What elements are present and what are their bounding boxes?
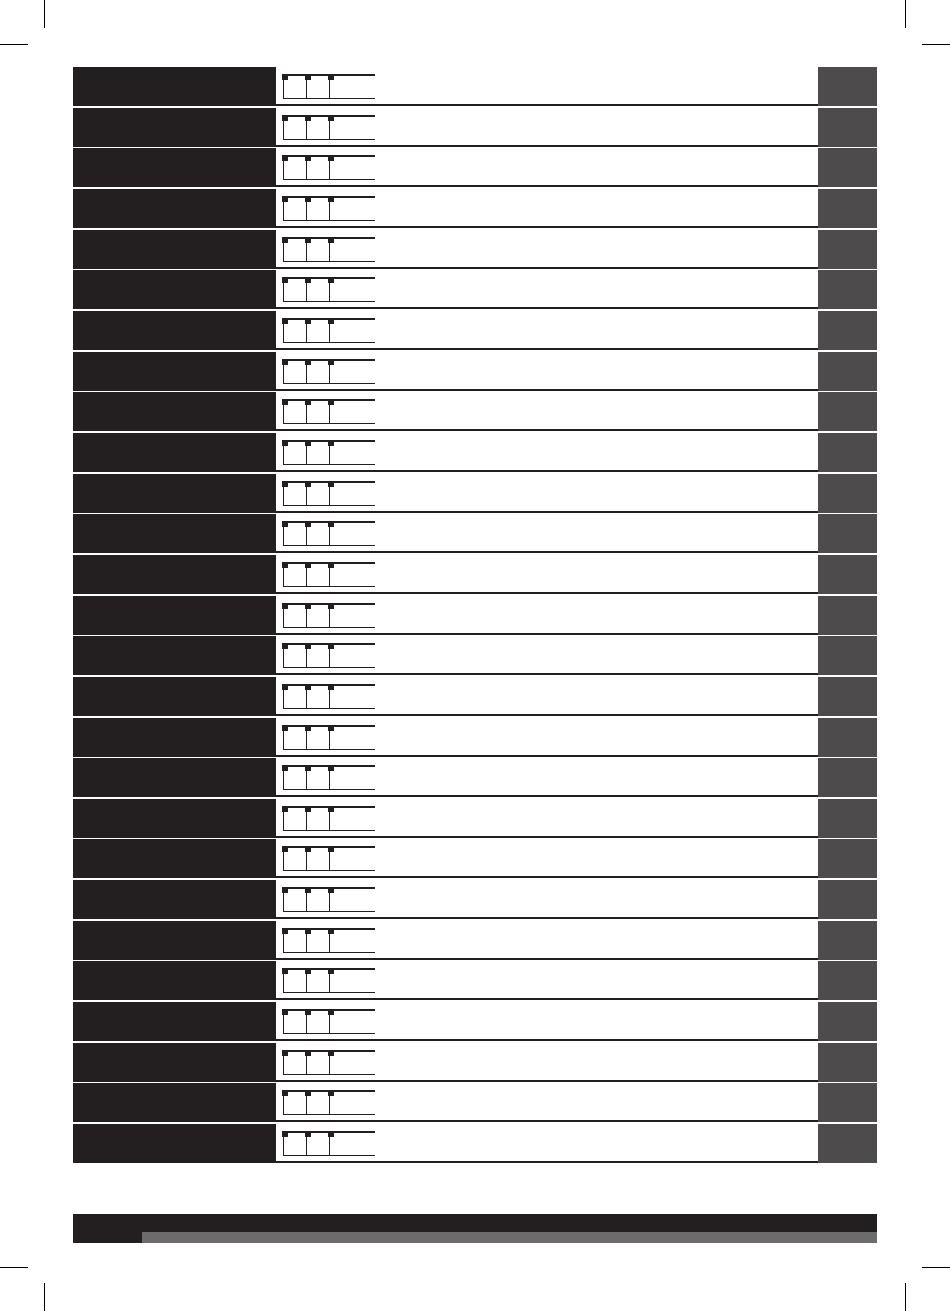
month-box[interactable] xyxy=(306,521,329,546)
date-entry-boxes[interactable] xyxy=(283,725,378,752)
corner-mark-icon xyxy=(328,562,334,568)
year-box[interactable] xyxy=(329,1050,375,1075)
date-entry-boxes[interactable] xyxy=(283,603,378,630)
year-box[interactable] xyxy=(329,643,375,668)
row-label xyxy=(73,433,276,472)
date-entry-boxes[interactable] xyxy=(283,115,378,142)
month-box[interactable] xyxy=(306,806,329,831)
day-box[interactable] xyxy=(283,725,306,750)
corner-mark-icon xyxy=(328,1131,334,1137)
form-row xyxy=(73,1043,877,1082)
month-box[interactable] xyxy=(306,725,329,750)
form-row xyxy=(73,1083,877,1122)
row-label xyxy=(73,839,276,878)
corner-mark-icon xyxy=(305,643,311,649)
date-entry-boxes[interactable] xyxy=(283,318,378,345)
corner-mark-icon xyxy=(328,115,334,121)
corner-mark-icon xyxy=(305,765,311,771)
corner-mark-icon xyxy=(282,1009,288,1015)
month-box[interactable] xyxy=(306,237,329,262)
corner-mark-icon xyxy=(328,74,334,80)
corner-mark-icon xyxy=(305,196,311,202)
year-box[interactable] xyxy=(329,277,375,302)
year-box[interactable] xyxy=(329,359,375,384)
row-end-cell xyxy=(818,311,877,350)
year-box[interactable] xyxy=(329,928,375,953)
row-end-cell xyxy=(818,839,877,878)
month-box[interactable] xyxy=(306,603,329,628)
corner-mark-icon xyxy=(305,1009,311,1015)
corner-mark-icon xyxy=(305,1050,311,1056)
date-entry-boxes[interactable] xyxy=(283,887,378,914)
month-box[interactable] xyxy=(306,277,329,302)
corner-mark-icon xyxy=(328,521,334,527)
day-box[interactable] xyxy=(283,318,306,343)
corner-mark-icon xyxy=(328,481,334,487)
form-row xyxy=(73,555,877,594)
year-box[interactable] xyxy=(329,440,375,465)
date-entry-boxes[interactable] xyxy=(283,968,378,995)
corner-mark-icon xyxy=(282,481,288,487)
year-box[interactable] xyxy=(329,318,375,343)
corner-mark-icon xyxy=(282,968,288,974)
crop-mark-top-right-horizontal xyxy=(922,44,950,45)
date-entry-boxes[interactable] xyxy=(283,846,378,873)
corner-mark-icon xyxy=(305,521,311,527)
row-label xyxy=(73,596,276,635)
year-box[interactable] xyxy=(329,1090,375,1115)
row-label xyxy=(73,311,276,350)
row-end-cell xyxy=(818,677,877,716)
crop-mark-bottom-right-vertical xyxy=(905,1283,906,1311)
year-box[interactable] xyxy=(329,521,375,546)
day-box[interactable] xyxy=(283,521,306,546)
row-label xyxy=(73,1043,276,1082)
corner-mark-icon xyxy=(305,968,311,974)
year-box[interactable] xyxy=(329,399,375,424)
form-row xyxy=(73,67,877,106)
row-end-cell xyxy=(818,1124,877,1163)
row-end-cell xyxy=(818,474,877,513)
row-end-cell xyxy=(818,108,877,147)
day-box[interactable] xyxy=(283,684,306,709)
month-box[interactable] xyxy=(306,1131,329,1156)
year-box[interactable] xyxy=(329,887,375,912)
corner-mark-icon xyxy=(282,887,288,893)
row-end-cell xyxy=(818,799,877,838)
corner-mark-icon xyxy=(305,277,311,283)
crop-mark-top-right-vertical xyxy=(905,0,906,28)
form-row xyxy=(73,799,877,838)
date-entry-boxes[interactable] xyxy=(283,1050,378,1077)
month-box[interactable] xyxy=(306,562,329,587)
year-box[interactable] xyxy=(329,1009,375,1034)
row-end-cell xyxy=(818,636,877,675)
month-box[interactable] xyxy=(306,643,329,668)
form-row xyxy=(73,921,877,960)
form-row xyxy=(73,189,877,228)
day-box[interactable] xyxy=(283,968,306,993)
month-box[interactable] xyxy=(306,1050,329,1075)
corner-mark-icon xyxy=(328,196,334,202)
corner-mark-icon xyxy=(328,155,334,161)
form-row xyxy=(73,514,877,553)
row-label xyxy=(73,799,276,838)
month-box[interactable] xyxy=(306,74,329,99)
row-end-cell xyxy=(818,1083,877,1122)
row-end-cell xyxy=(818,230,877,269)
year-box[interactable] xyxy=(329,765,375,790)
corner-mark-icon xyxy=(328,359,334,365)
corner-mark-icon xyxy=(328,277,334,283)
row-end-cell xyxy=(818,880,877,919)
form-row xyxy=(73,677,877,716)
day-box[interactable] xyxy=(283,603,306,628)
corner-mark-icon xyxy=(328,765,334,771)
form-row xyxy=(73,230,877,269)
day-box[interactable] xyxy=(283,277,306,302)
date-entry-boxes[interactable] xyxy=(283,1090,378,1117)
corner-mark-icon xyxy=(282,359,288,365)
date-entry-boxes[interactable] xyxy=(283,399,378,426)
corner-mark-icon xyxy=(282,277,288,283)
form-row xyxy=(73,961,877,1000)
day-box[interactable] xyxy=(283,643,306,668)
row-end-cell xyxy=(818,148,877,187)
corner-mark-icon xyxy=(305,155,311,161)
row-label xyxy=(73,961,276,1000)
row-end-cell xyxy=(818,961,877,1000)
day-box[interactable] xyxy=(283,765,306,790)
row-end-cell xyxy=(818,392,877,431)
form-row xyxy=(73,352,877,391)
row-label xyxy=(73,148,276,187)
year-box[interactable] xyxy=(329,725,375,750)
corner-mark-icon xyxy=(305,846,311,852)
corner-mark-icon xyxy=(305,928,311,934)
corner-mark-icon xyxy=(328,806,334,812)
corner-mark-icon xyxy=(282,1131,288,1137)
corner-mark-icon xyxy=(328,887,334,893)
corner-mark-icon xyxy=(328,684,334,690)
corner-mark-icon xyxy=(328,968,334,974)
month-box[interactable] xyxy=(306,968,329,993)
row-end-cell xyxy=(818,189,877,228)
row-end-cell xyxy=(818,433,877,472)
row-label xyxy=(73,108,276,147)
form-row xyxy=(73,758,877,797)
date-entry-boxes[interactable] xyxy=(283,359,378,386)
corner-mark-icon xyxy=(305,684,311,690)
row-label xyxy=(73,1002,276,1041)
corner-mark-icon xyxy=(305,1090,311,1096)
day-box[interactable] xyxy=(283,846,306,871)
corner-mark-icon xyxy=(328,928,334,934)
year-box[interactable] xyxy=(329,846,375,871)
day-box[interactable] xyxy=(283,928,306,953)
row-end-cell xyxy=(818,555,877,594)
corner-mark-icon xyxy=(282,562,288,568)
form-row xyxy=(73,433,877,472)
month-box[interactable] xyxy=(306,1009,329,1034)
month-box[interactable] xyxy=(306,846,329,871)
corner-mark-icon xyxy=(282,603,288,609)
form-row xyxy=(73,839,877,878)
corner-mark-icon xyxy=(305,115,311,121)
row-label xyxy=(73,230,276,269)
row-end-cell xyxy=(818,67,877,106)
corner-mark-icon xyxy=(282,318,288,324)
day-box[interactable] xyxy=(283,115,306,140)
day-box[interactable] xyxy=(283,1050,306,1075)
month-box[interactable] xyxy=(306,115,329,140)
corner-mark-icon xyxy=(305,725,311,731)
corner-mark-icon xyxy=(282,684,288,690)
date-entry-boxes[interactable] xyxy=(283,74,378,101)
date-entry-boxes[interactable] xyxy=(283,928,378,955)
crop-mark-bottom-left-horizontal xyxy=(0,1267,28,1268)
row-label xyxy=(73,270,276,309)
row-end-cell xyxy=(818,596,877,635)
corner-mark-icon xyxy=(305,318,311,324)
date-entry-boxes[interactable] xyxy=(283,481,378,508)
row-end-cell xyxy=(818,270,877,309)
day-box[interactable] xyxy=(283,806,306,831)
corner-mark-icon xyxy=(282,155,288,161)
corner-mark-icon xyxy=(305,440,311,446)
corner-mark-icon xyxy=(282,74,288,80)
row-end-cell xyxy=(818,1043,877,1082)
day-box[interactable] xyxy=(283,237,306,262)
corner-mark-icon xyxy=(282,521,288,527)
corner-mark-icon xyxy=(328,1050,334,1056)
date-entry-boxes[interactable] xyxy=(283,521,378,548)
form-row xyxy=(73,108,877,147)
row-end-cell xyxy=(818,758,877,797)
form-row xyxy=(73,718,877,757)
month-box[interactable] xyxy=(306,765,329,790)
row-label xyxy=(73,758,276,797)
day-box[interactable] xyxy=(283,399,306,424)
row-label xyxy=(73,474,276,513)
form-row xyxy=(73,311,877,350)
year-box[interactable] xyxy=(329,481,375,506)
day-box[interactable] xyxy=(283,481,306,506)
row-label xyxy=(73,636,276,675)
year-box[interactable] xyxy=(329,968,375,993)
corner-mark-icon xyxy=(282,1090,288,1096)
date-entry-boxes[interactable] xyxy=(283,806,378,833)
date-entry-boxes[interactable] xyxy=(283,562,378,589)
day-box[interactable] xyxy=(283,359,306,384)
form-row xyxy=(73,1124,877,1163)
crop-mark-top-left-horizontal xyxy=(0,44,28,45)
corner-mark-icon xyxy=(305,237,311,243)
date-entry-boxes[interactable] xyxy=(283,765,378,792)
day-box[interactable] xyxy=(283,440,306,465)
row-label xyxy=(73,880,276,919)
row-end-cell xyxy=(818,1002,877,1041)
corner-mark-icon xyxy=(282,237,288,243)
day-box[interactable] xyxy=(283,1090,306,1115)
row-label xyxy=(73,555,276,594)
day-box[interactable] xyxy=(283,1009,306,1034)
row-label xyxy=(73,514,276,553)
month-box[interactable] xyxy=(306,1090,329,1115)
month-box[interactable] xyxy=(306,318,329,343)
year-box[interactable] xyxy=(329,237,375,262)
corner-mark-icon xyxy=(305,359,311,365)
corner-mark-icon xyxy=(328,846,334,852)
row-label xyxy=(73,1083,276,1122)
form-row xyxy=(73,474,877,513)
form-row xyxy=(73,596,877,635)
corner-mark-icon xyxy=(305,481,311,487)
day-box[interactable] xyxy=(283,155,306,180)
entry-form-table xyxy=(73,67,877,1165)
month-box[interactable] xyxy=(306,481,329,506)
row-label xyxy=(73,352,276,391)
date-entry-boxes[interactable] xyxy=(283,1009,378,1036)
corner-mark-icon xyxy=(328,643,334,649)
row-label xyxy=(73,921,276,960)
corner-mark-icon xyxy=(305,603,311,609)
corner-mark-icon xyxy=(305,887,311,893)
corner-mark-icon xyxy=(282,399,288,405)
day-box[interactable] xyxy=(283,1131,306,1156)
corner-mark-icon xyxy=(282,196,288,202)
row-end-cell xyxy=(818,921,877,960)
corner-mark-icon xyxy=(328,237,334,243)
day-box[interactable] xyxy=(283,74,306,99)
date-entry-boxes[interactable] xyxy=(283,684,378,711)
corner-mark-icon xyxy=(328,440,334,446)
corner-mark-icon xyxy=(328,399,334,405)
corner-mark-icon xyxy=(282,440,288,446)
row-end-cell xyxy=(818,352,877,391)
month-box[interactable] xyxy=(306,887,329,912)
year-box[interactable] xyxy=(329,196,375,221)
corner-mark-icon xyxy=(305,74,311,80)
date-entry-boxes[interactable] xyxy=(283,196,378,223)
form-row xyxy=(73,270,877,309)
corner-mark-icon xyxy=(282,846,288,852)
year-box[interactable] xyxy=(329,684,375,709)
crop-mark-bottom-right-horizontal xyxy=(922,1267,950,1268)
year-box[interactable] xyxy=(329,74,375,99)
year-box[interactable] xyxy=(329,603,375,628)
year-box[interactable] xyxy=(329,1131,375,1156)
row-end-cell xyxy=(818,514,877,553)
corner-mark-icon xyxy=(305,399,311,405)
corner-mark-icon xyxy=(328,318,334,324)
month-box[interactable] xyxy=(306,359,329,384)
date-entry-boxes[interactable] xyxy=(283,1131,378,1158)
corner-mark-icon xyxy=(282,643,288,649)
form-row xyxy=(73,636,877,675)
corner-mark-icon xyxy=(282,725,288,731)
year-box[interactable] xyxy=(329,806,375,831)
month-box[interactable] xyxy=(306,440,329,465)
year-box[interactable] xyxy=(329,115,375,140)
corner-mark-icon xyxy=(305,1131,311,1137)
month-box[interactable] xyxy=(306,399,329,424)
row-label xyxy=(73,67,276,106)
date-entry-boxes[interactable] xyxy=(283,643,378,670)
footer-bar xyxy=(73,1214,877,1243)
corner-mark-icon xyxy=(328,725,334,731)
month-box[interactable] xyxy=(306,928,329,953)
row-label xyxy=(73,1124,276,1163)
corner-mark-icon xyxy=(328,1090,334,1096)
date-entry-boxes[interactable] xyxy=(283,237,378,264)
row-label xyxy=(73,392,276,431)
crop-mark-top-left-vertical xyxy=(44,0,45,28)
date-entry-boxes[interactable] xyxy=(283,277,378,304)
row-label xyxy=(73,189,276,228)
date-entry-boxes[interactable] xyxy=(283,440,378,467)
form-row xyxy=(73,392,877,431)
corner-mark-icon xyxy=(282,1050,288,1056)
month-box[interactable] xyxy=(306,196,329,221)
corner-mark-icon xyxy=(328,603,334,609)
form-row xyxy=(73,880,877,919)
crop-mark-bottom-left-vertical xyxy=(44,1283,45,1311)
date-entry-boxes[interactable] xyxy=(283,155,378,182)
footer-strip xyxy=(142,1232,877,1243)
form-row xyxy=(73,148,877,187)
corner-mark-icon xyxy=(282,928,288,934)
corner-mark-icon xyxy=(328,1009,334,1015)
form-row xyxy=(73,1002,877,1041)
row-label xyxy=(73,718,276,757)
day-box[interactable] xyxy=(283,562,306,587)
year-box[interactable] xyxy=(329,155,375,180)
corner-mark-icon xyxy=(305,562,311,568)
corner-mark-icon xyxy=(282,115,288,121)
row-label xyxy=(73,677,276,716)
month-box[interactable] xyxy=(306,684,329,709)
year-box[interactable] xyxy=(329,562,375,587)
day-box[interactable] xyxy=(283,196,306,221)
month-box[interactable] xyxy=(306,155,329,180)
row-end-cell xyxy=(818,718,877,757)
corner-mark-icon xyxy=(282,806,288,812)
corner-mark-icon xyxy=(305,806,311,812)
day-box[interactable] xyxy=(283,887,306,912)
corner-mark-icon xyxy=(282,765,288,771)
